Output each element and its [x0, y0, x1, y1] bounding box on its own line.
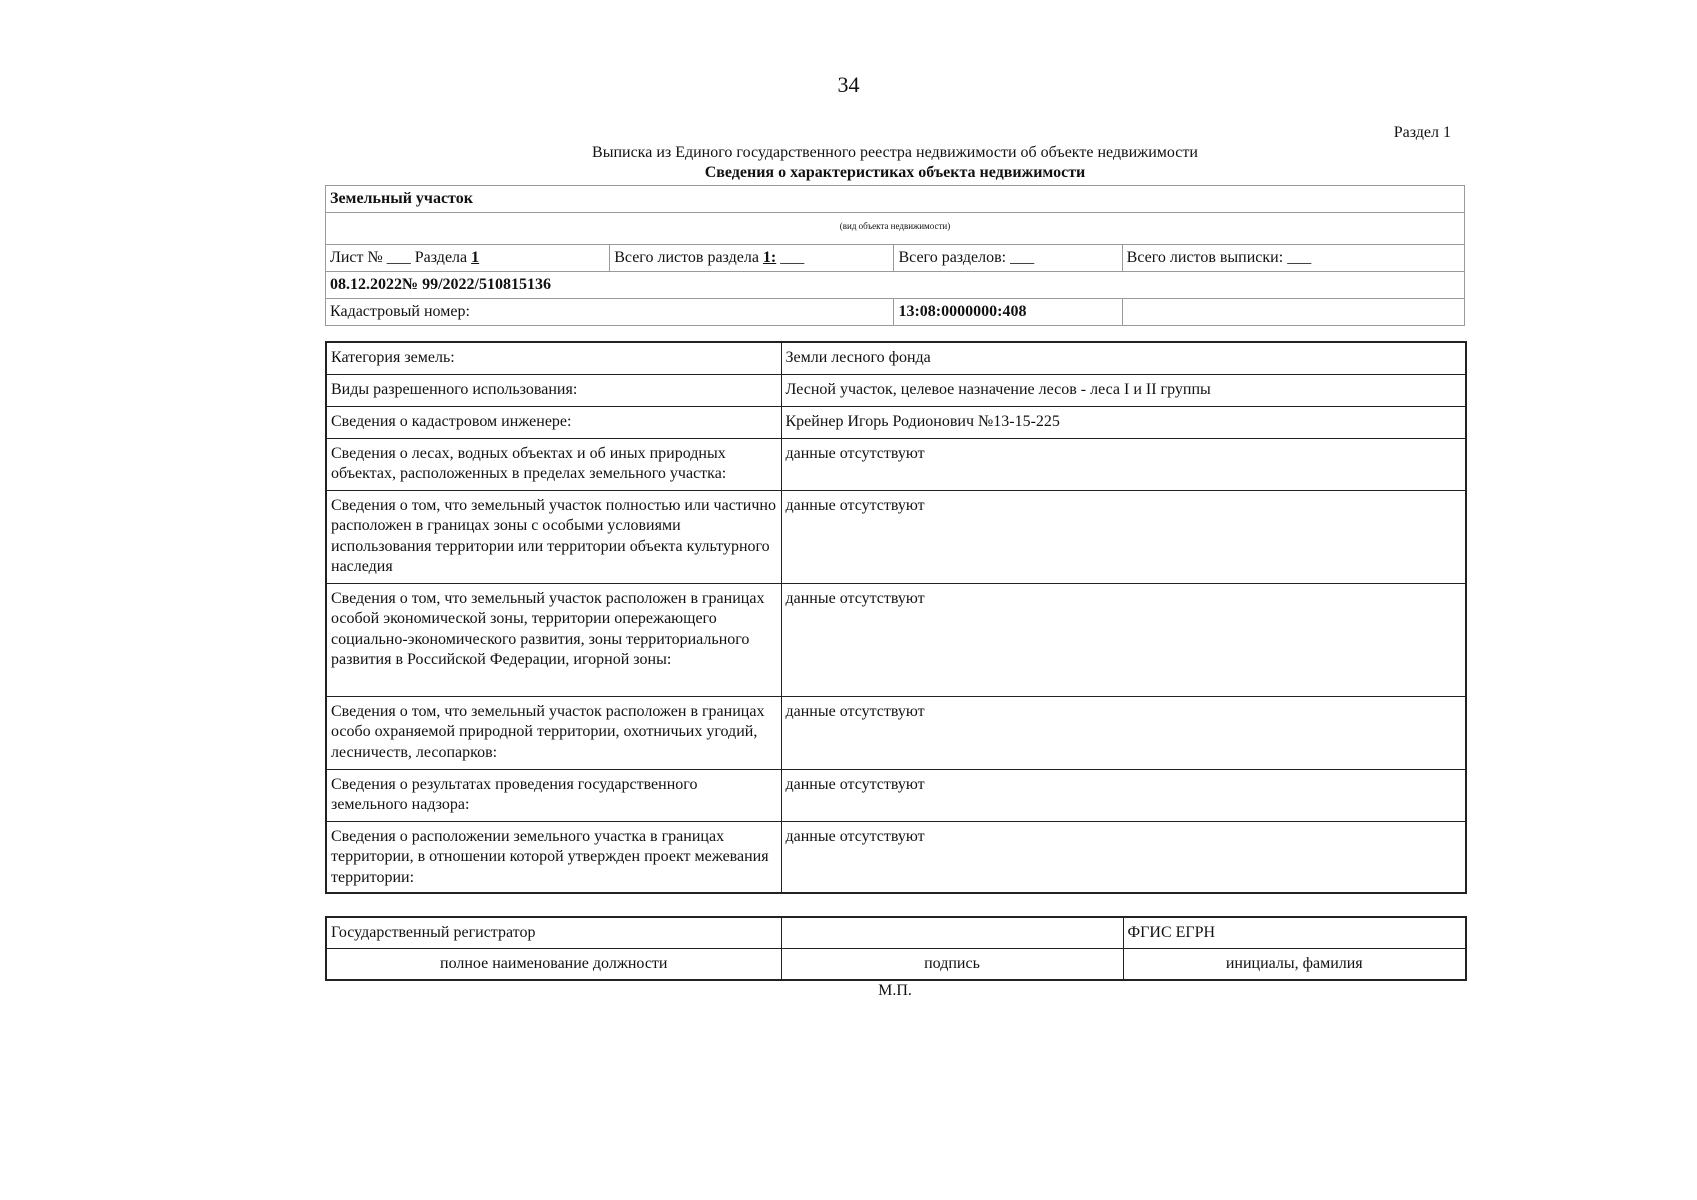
- table-row: [326, 374, 1466, 406]
- cadastral-empty: [1122, 299, 1464, 326]
- row-label: Сведения о кадастровом инженере:: [326, 406, 781, 438]
- registrar-name: ФГИС ЕГРН: [1123, 917, 1466, 949]
- row-value: данные отсутствуют: [781, 769, 1466, 821]
- row-value: Крейнер Игорь Родионович №13-15-225: [781, 406, 1466, 438]
- row-value: данные отсутствуют: [781, 583, 1466, 696]
- row-label: Сведения о том, что земельный участок полностью или частично расположен в границах зоны с особыми условиями использования территории или территории объекта культурного наследия: [326, 490, 781, 583]
- row-label: Сведения о лесах, водных объектах и об иных природных объектах, расположенных в пределах земельного участка:: [326, 438, 781, 490]
- table-row: [326, 769, 1466, 821]
- sheet-number-prefix: Лист № ___ Раздела: [330, 249, 472, 266]
- row-label: Сведения о расположении земельного участка в границах территории, в отношении которой утвержден проект межевания территории:: [326, 821, 781, 893]
- table-row: [326, 821, 1466, 893]
- total-sheets-prefix: Всего листов раздела: [614, 249, 763, 266]
- row-value: Земли лесного фонда: [781, 342, 1466, 374]
- table-row: [326, 583, 1466, 696]
- total-sheets-section: 1:: [762, 249, 777, 266]
- total-sections: Всего разделов: ___: [894, 245, 1122, 272]
- name-caption: инициалы, фамилия: [1123, 949, 1466, 981]
- row-value: данные отсутствуют: [781, 490, 1466, 583]
- signature-table: [325, 916, 1467, 981]
- table-row: [326, 490, 1466, 583]
- total-sheets-suffix: ___: [776, 249, 805, 266]
- row-value: Лесной участок, целевое назначение лесов - леса I и II группы: [781, 374, 1466, 406]
- stamp-placeholder: М.П.: [878, 982, 912, 999]
- position-caption: полное наименование должности: [326, 949, 781, 981]
- row-label: Сведения о результатах проведения государственного земельного надзора:: [326, 769, 781, 821]
- cadastral-label: Кадастровый номер:: [326, 299, 894, 326]
- signature-caption: подпись: [781, 949, 1123, 981]
- table-row: [326, 696, 1466, 769]
- table-row: [326, 438, 1466, 490]
- characteristics-table: [325, 341, 1467, 894]
- table-row: [326, 342, 1466, 374]
- row-label: Категория земель:: [326, 342, 781, 374]
- total-sheets-cell: [610, 245, 894, 272]
- document-title: Выписка из Единого государственного реестра недвижимости об объекте недвижимости: [592, 144, 1198, 161]
- date-number: 08.12.2022№ 99/2022/510815136: [326, 272, 1465, 299]
- row-value: данные отсутствуют: [781, 438, 1466, 490]
- section-label: Раздел 1: [1393, 124, 1451, 141]
- row-label: Сведения о том, что земельный участок расположен в границах особо охраняемой природной территории, охотничьих угодий, лесничеств, лесопарков:: [326, 696, 781, 769]
- total-extract-sheets: Всего листов выписки: ___: [1122, 245, 1464, 272]
- object-type: Земельный участок: [326, 186, 1465, 213]
- row-label: Сведения о том, что земельный участок расположен в границах особой экономической зоны, территории опережающего социально-экономического развития, зоны территориального развития в Российской Федерации, игорной зоны:: [326, 583, 781, 696]
- sheet-number-cell: [326, 245, 610, 272]
- object-type-caption: (вид объекта недвижимости): [326, 213, 1465, 245]
- page-number: 34: [837, 72, 860, 97]
- row-value: данные отсутствуют: [781, 821, 1466, 893]
- row-value: данные отсутствуют: [781, 696, 1466, 769]
- cadastral-value: 13:08:0000000:408: [894, 299, 1122, 326]
- header-table: [325, 185, 1465, 326]
- table-row: [326, 406, 1466, 438]
- registrar-position: Государственный регистратор: [326, 917, 781, 949]
- sheet-number-section: 1: [471, 249, 480, 266]
- document-subtitle: Сведения о характеристиках объекта недвижимости: [704, 164, 1086, 181]
- row-label: Виды разрешенного использования:: [326, 374, 781, 406]
- signature-field: [781, 917, 1123, 949]
